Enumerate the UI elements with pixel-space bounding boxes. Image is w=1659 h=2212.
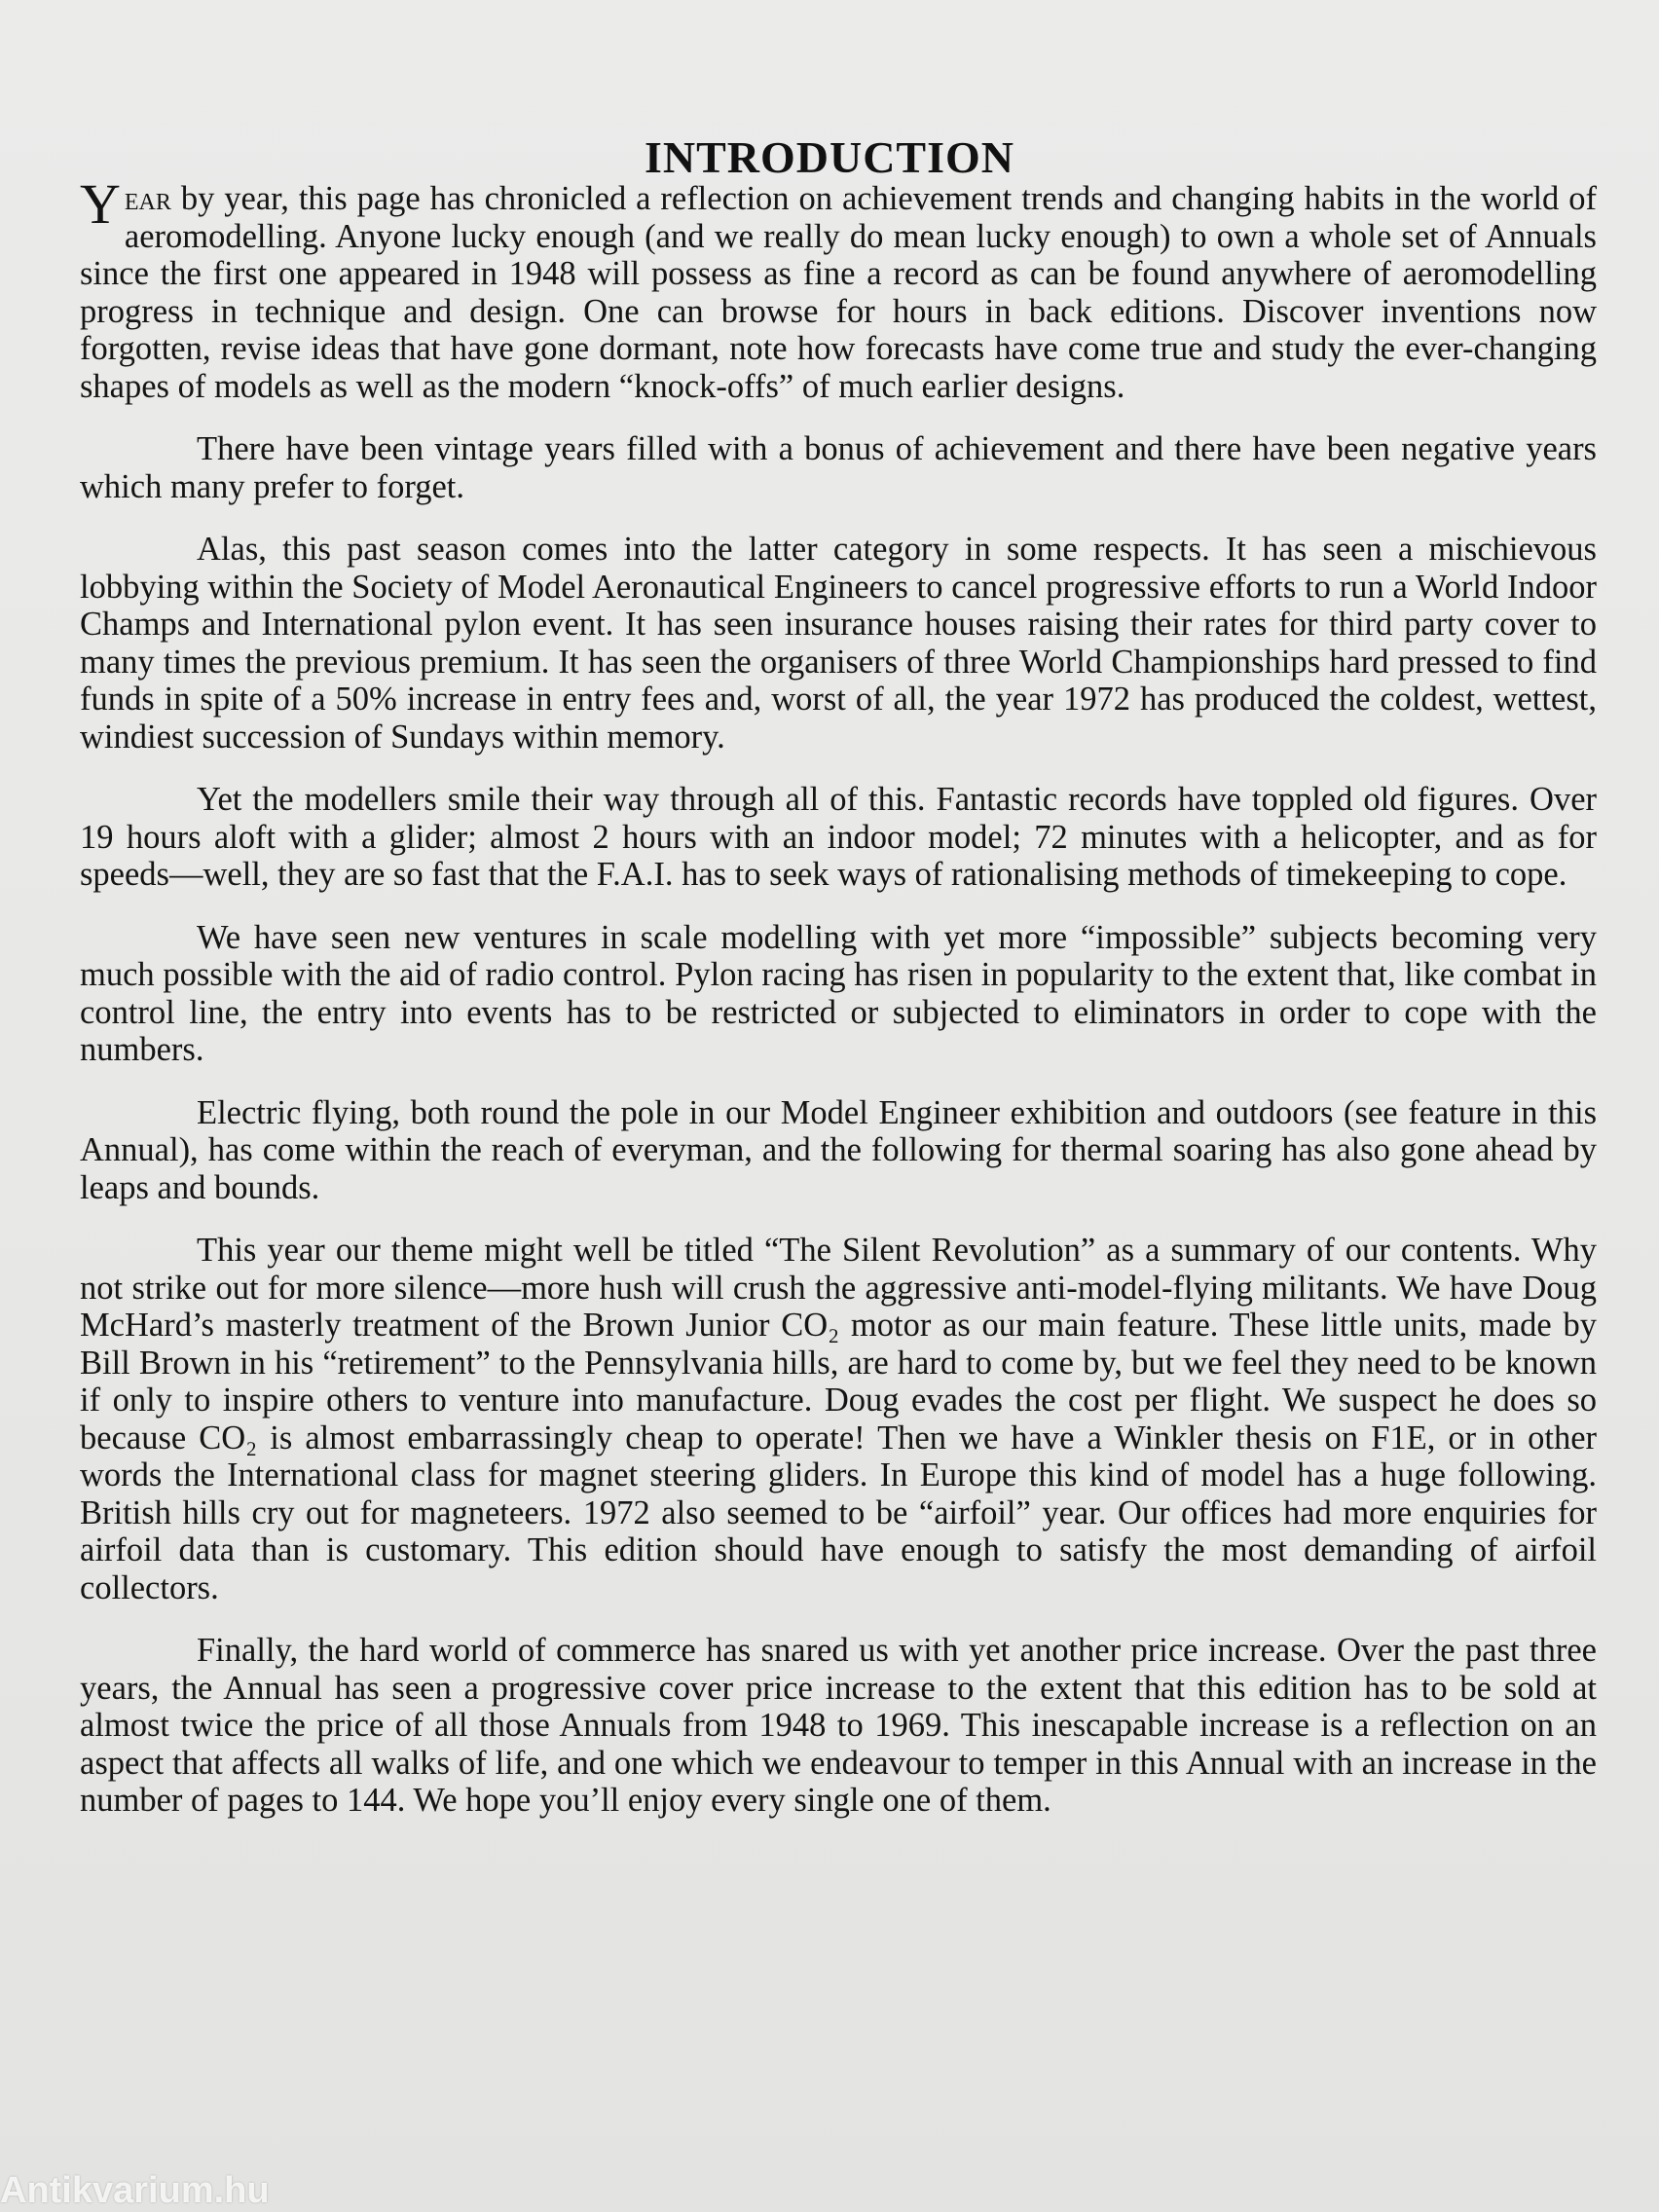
paragraph-1	[80, 172, 1597, 405]
paragraph-7: This year our theme might well be titled “The Silent Revolution” as a summary of our contents. Why not strike out for more silence—more hush will crush the aggressive anti-model-flying militants. We have Doug McHard’s masterly treatment of the Brown Junior CO₂ motor as our main feature. These little units, made by Bill Brown in his “retirement” to the Pennsylvania hills, are hard to come by, but we feel they need to be known if only to inspire others to venture into manufacture. Doug evades the cost per flight. We suspect he does so because CO₂ is almost embarrassingly cheap to operate! Then we have a Winkler thesis on F1E, or in other words the International class for magnet steering gliders. In Europe this kind of model has a huge following. British hills cry out for magneteers. 1972 also seemed to be “airfoil” year. Our offices had more enquiries for airfoil data than is customary. This edition should have enough to satisfy the most demanding of airfoil collectors.	[80, 1232, 1597, 1606]
paragraph-3: Alas, this past season comes into the latter category in some respects. It has seen a mischievous lobbying within the Society of Model Aeronautical Engineers to cancel progressive efforts to run a World Indoor Champs and International pylon event. It has seen insurance houses raising their rates for third party cover to many times the previous premium. It has seen the organisers of three World Championships hard pressed to find funds in spite of a 50% increase in entry fees and, worst of all, the year 1972 has produced the coldest, wettest, windiest succession of Sundays within memory.	[80, 531, 1597, 756]
page-title: INTRODUCTION	[644, 131, 1015, 182]
paragraph-5: We have seen new ventures in scale modelling with yet more “impossible” subjects becoming very much possible with the aid of radio control. Pylon racing has risen in popularity to the extent that, like combat in control line, the entry into events has to be restricted or subjected to eliminators in order to cope with the numbers.	[80, 918, 1597, 1068]
lead-in: ear	[124, 180, 171, 217]
paragraph-8: Finally, the hard world of commerce has snared us with yet another price increase. Over the past three years, the Annual has seen a progressive cover price increase to the extent that this edition has to be sold at almost twice the price of all those Annuals from 1948 to 1969. This inescapable increase is a reflection on an aspect that affects all walks of life, and one which we endeavour to temper in this Annual with an increase in the number of pages to 144. We hope you’ll enjoy every single one of them.	[80, 1632, 1597, 1819]
paragraph-2: There have been vintage years filled with a bonus of achievement and there have been negative years which many prefer to forget.	[80, 430, 1597, 505]
paragraph-4: Yet the modellers smile their way through all of this. Fantastic records have toppled old figures. Over 19 hours aloft with a glider; almost 2 hours with an indoor model; 72 minutes with a helicopter, and as for speeds—well, they are so fast that the F.A.I. has to seek ways of rationalising methods of timekeeping to cope.	[80, 781, 1597, 893]
body-text	[80, 172, 1597, 1845]
paragraph-1-text: by year, this page has chronicled a reflection on achievement trends and changing habits in the world of aeromodelling. Anyone lucky enough (and we really do mean lucky enough) to own a whole set of Annuals since the first one appeared in 1948 will possess as fine a record as can be found anywhere of aeromodelling progress in technique and design. One can browse for hours in back editions. Discover inventions now forgotten, revise ideas that have gone dormant, note how forecasts have come true and study the ever-changing shapes of models as well as the modern “knock-offs” of much earlier designs.	[80, 180, 1597, 405]
paragraph-6: Electric flying, both round the pole in our Model Engineer exhibition and outdoors (see feature in this Annual), has come within the reach of everyman, and the following for thermal soaring has also gone ahead by leaps and bounds.	[80, 1093, 1597, 1206]
watermark: Antikvarium.hu	[0, 2170, 270, 2211]
drop-cap: Y	[80, 172, 121, 236]
